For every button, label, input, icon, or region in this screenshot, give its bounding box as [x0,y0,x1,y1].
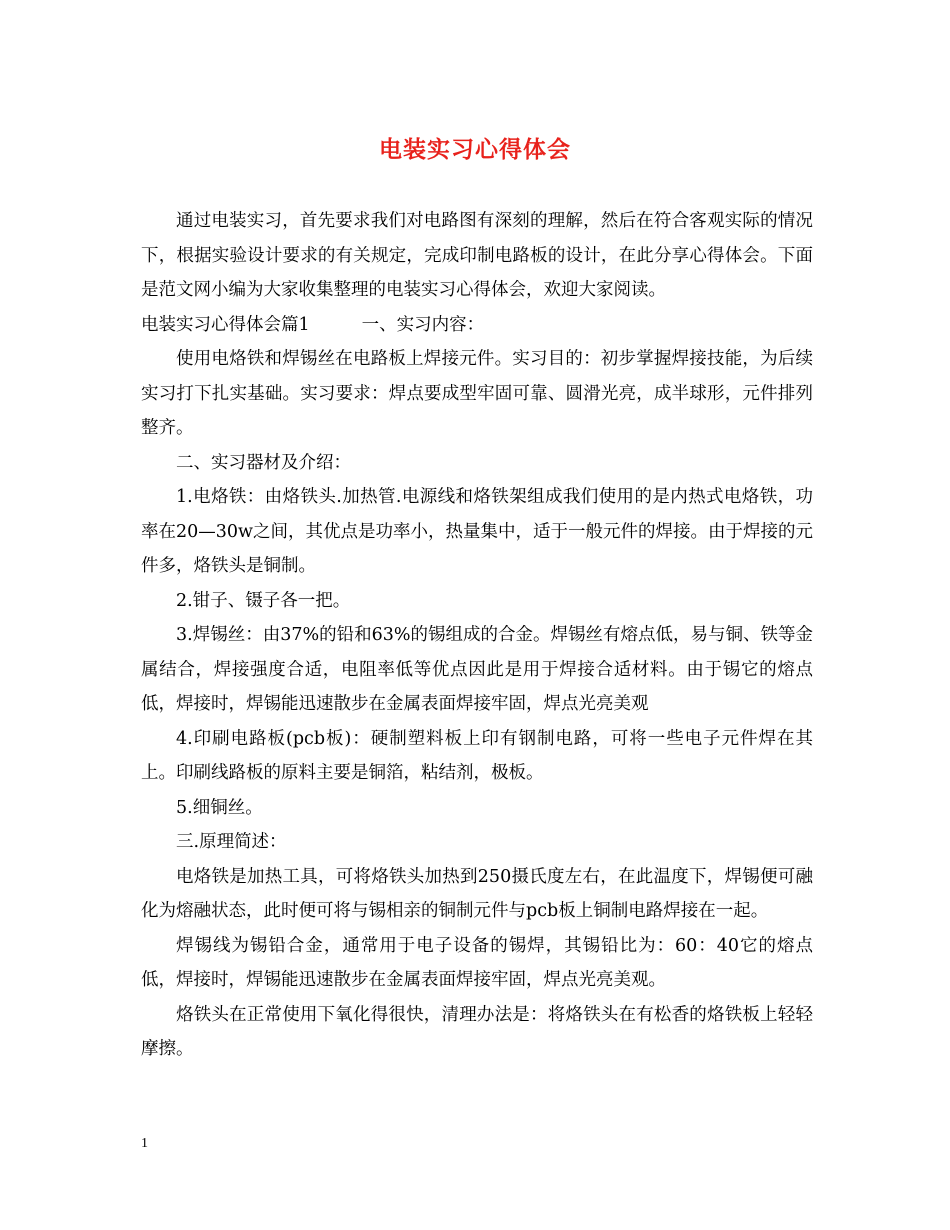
paragraph-equipment-heading: 二、实习器材及介绍： [176,452,351,473]
paragraph-solder-wire: 3.焊锡丝：由37%的铅和63%的锡组成的合金。焊锡丝有熔点低，易与铜、铁等金属结合，焊接强度合适，电阻率低等优点因此是用于焊接合适材料。由于锡它的熔点低，焊接时，焊锡能迅速散步在金属表面焊接牢固，焊点光亮美观 [141,625,813,714]
section-subheading: 一、实习内容： [361,314,485,335]
page-number: 1 [141,1136,148,1151]
paragraph-principle-iron: 电烙铁是加热工具，可将烙铁头加热到250摄氏度左右，在此温度下，焊锡便可融化为熔融状态，此时便可将与锡相亲的铜制元件与pcb板上铜制电路焊接在一起。 [141,866,813,921]
paragraph-intro: 通过电装实习，首先要求我们对电路图有深刻的理解，然后在符合客观实际的情况下，根据实验设计要求的有关规定，完成印制电路板的设计，在此分享心得体会。下面是范文网小编为大家收集整理的电装实习心得体会，欢迎大家阅读。 [141,211,813,300]
paragraph-content: 使用电烙铁和焊锡丝在电路板上焊接元件。实习目的：初步掌握焊接技能，为后续实习打下扎实基础。实习要求：焊点要成型牢固可靠、圆滑光亮，成半球形，元件排列整齐。 [141,349,813,438]
paragraph-copper-wire: 5.细铜丝。 [176,797,263,818]
section-heading-line [141,308,813,343]
paragraph-principle-solder: 焊锡线为锡铅合金，通常用于电子设备的锡焊，其锡铅比为：60：40它的熔点低，焊接时，焊锡能迅速散步在金属表面焊接牢固，焊点光亮美观。 [141,935,813,990]
paragraph-pliers: 2.钳子、镊子各一把。 [176,590,351,611]
section-heading: 电装实习心得体会篇1 [141,314,310,335]
paragraph-principle-cleaning: 烙铁头在正常使用下氧化得很快，清理办法是：将烙铁头在有松香的烙铁板上轻轻摩擦。 [141,1004,813,1059]
paragraph-pcb: 4.印刷电路板(pcb板)：硬制塑料板上印有钢制电路，可将一些电子元件焊在其上。印刷线路板的原料主要是铜箔，粘结剂，极板。 [141,728,813,783]
paragraph-principle-heading: 三.原理简述： [176,832,287,852]
document-title: 电装实习心得体会 [379,136,571,163]
document-body [141,204,813,1067]
paragraph-soldering-iron: 1.电烙铁：由烙铁头.加热管.电源线和烙铁架组成我们使用的是内热式电烙铁，功率在20—30w之间，其优点是功率小，热量集中，适于一般元件的焊接。由于焊接的元件多，烙铁头是铜制。 [141,487,814,576]
